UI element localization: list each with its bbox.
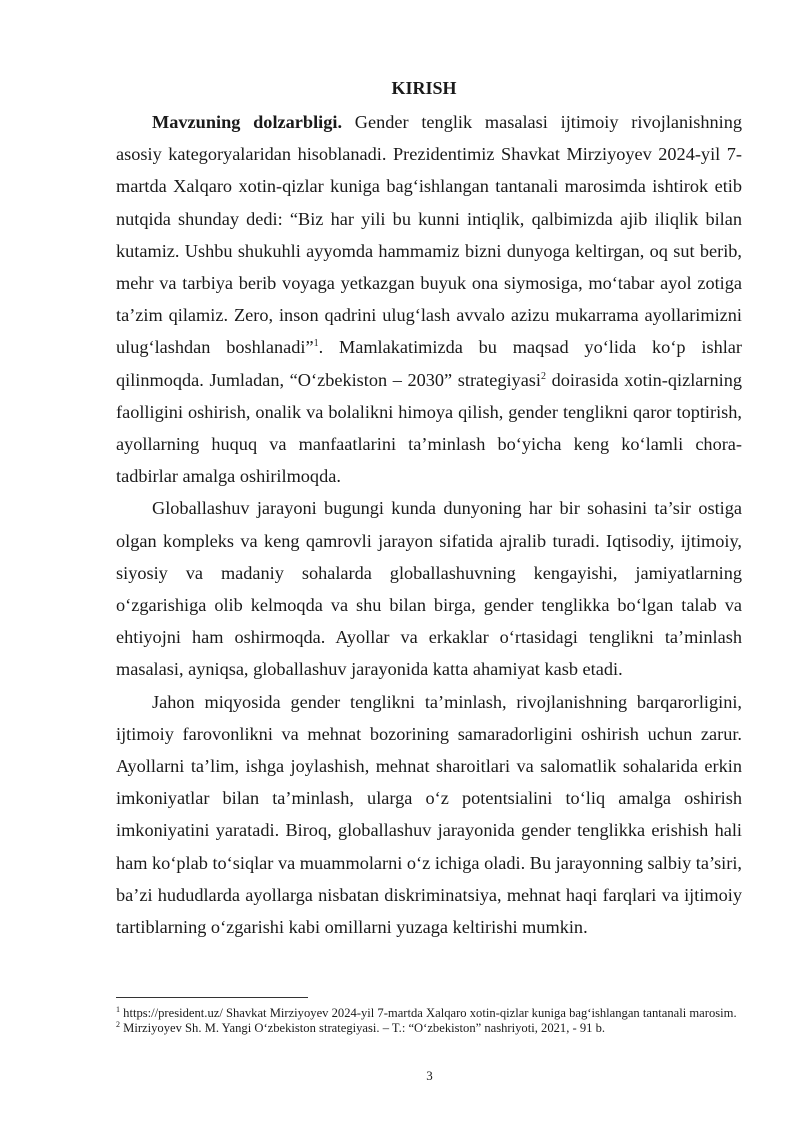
footnote-text: https://president.uz/ Shavkat Mirziyoyev 2024-yil 7-martda Xalqaro xotin-qizlar kuniga bag‘ishlangan tantanali marosim.	[120, 1006, 737, 1020]
footnote-ref-1[interactable]: 1	[313, 338, 319, 350]
footnotes	[116, 1006, 742, 1036]
footnote-mark: 2	[116, 1019, 120, 1029]
footnote-2	[116, 1021, 742, 1036]
paragraph-text: Gender tenglik masalasi ijtimoiy rivojlanishning asosiy kategoryalaridan hisoblanadi. Prezidentimiz Shavkat Mirziyoyev 2024-yil 7-martda Xalqaro xotin-qizlar kuniga bag‘ishlangan tantanali marosimda ishtirok etib nutqida shunday dedi: “Biz har yili bu kunni intiqlik, qalbimizda ajib iliqlik bilan kutamiz. Ushbu shukuhli ayyomda hammamiz bizni dunyoga keltirgan, oq sut berib, mehr va tarbiya berib voyaga yetkazgan buyuk ona siymosiga, mo‘tabar ayol zotiga ta’zim qilamiz. Zero, inson qadrini ulug‘lash avvalo azizu mukarrama ayollarimizni ulug‘lashdan boshlanadi”	[116, 112, 742, 358]
paragraph-3: Jahon miqyosida gender tenglikni ta’minlash, rivojlanishning barqarorligini, ijtimoiy farovonlikni va mehnat bozorining samaradorligini oshirish uchun zarur. Ayollarni ta’lim, ishga joylashish, mehnat sharoitlari va salomatlik sohalarida erkin imkoniyatlar bilan ta’minlash, ularga o‘z potentsialini to‘liq amalga oshirish imkoniyatini yaratadi. Biroq, globallashuv jarayonida gender tenglikka erishish hali ham ko‘plab to‘siqlar va muammolarni o‘z ichiga oladi. Bu jarayonning salbiy ta’siri, ba’zi hududlarda ayollarga nisbatan diskriminatsiya, mehnat haqi farqlari va ijtimoiy tartiblarning o‘zgarishi kabi omillarni yuzaga keltirishi mumkin.	[116, 691, 742, 938]
footnote-text: Mirziyoyev Sh. M. Yangi O‘zbekiston strategiyasi. – T.: “O‘zbekiston” nashriyoti, 2021, - 91 b.	[120, 1021, 606, 1035]
footnote-ref-2[interactable]: 2	[541, 370, 547, 382]
footnote-mark: 1	[116, 1004, 120, 1014]
paragraph-2: Globallashuv jarayoni bugungi kunda dunyoning har bir sohasini ta’sir ostiga olgan kompleks va keng qamrovli jarayon sifatida ajralib turadi. Iqtisodiy, ijtimoiy, siyosiy va madaniy sohalarda globallashuvning kengayishi, jamiyatlarning o‘zgarishiga olib kelmoqda va shu bilan birga, gender tenglikka bo‘lgan talab va ehtiyojni ham oshirmoqda. Ayollar va erkaklar o‘rtasidagi tenglikni ta’minlash masalasi, ayniqsa, globallashuv jarayonida katta ahamiyat kasb etadi.	[116, 498, 742, 680]
section-heading: KIRISH	[391, 78, 457, 98]
paragraph-text: . Mamlakatimizda bu maqsad yo‘lida ko‘p ishlar qilinmoqda. Jumladan, “O‘zbekiston – 2030” strategiyasi	[116, 337, 742, 390]
paragraph-lead: Mavzuning dolzarbligi.	[152, 112, 343, 132]
footnote-separator	[116, 997, 308, 998]
footnote-1	[116, 1006, 742, 1021]
paragraph-1	[116, 106, 742, 492]
page-number: 3	[426, 1068, 433, 1083]
body-text	[116, 106, 742, 943]
paragraph-text: doirasida xotin-qizlarning faolligini oshirish, onalik va bolalikni himoya qilish, gender tenglikni qaror toptirish, ayollarning huquq va manfaatlarini ta’minlash bo‘yicha keng ko‘lamli chora-tadbirlar amalga oshirilmoqda.	[116, 369, 743, 487]
